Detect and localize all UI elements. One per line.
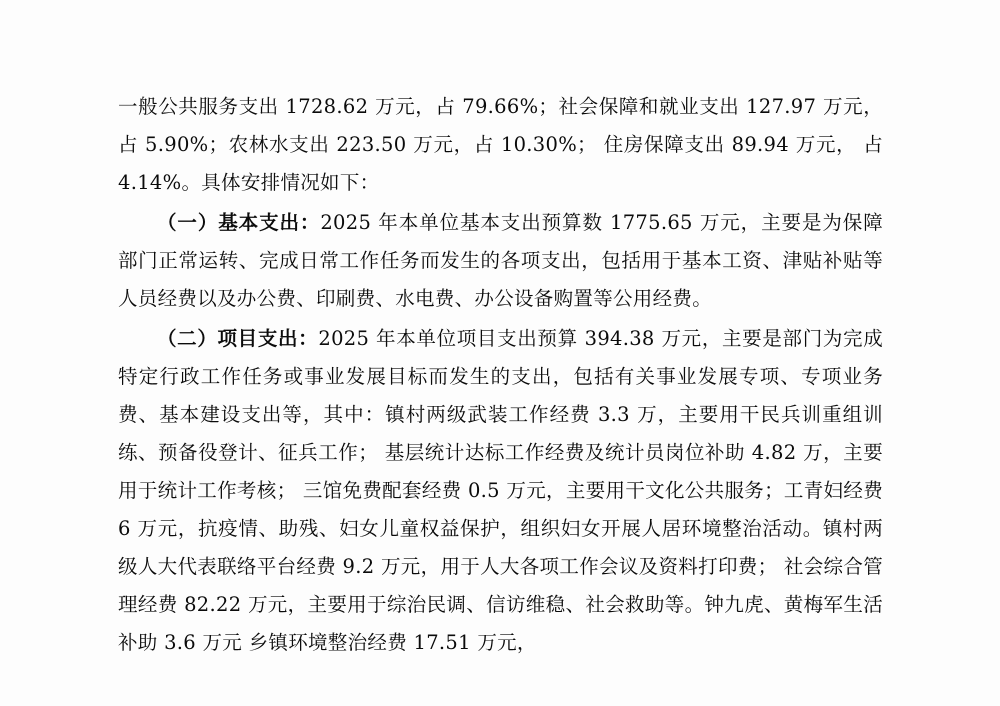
paragraph-text-project: 2025 年本单位项目支出预算 394.38 万元，主要是部门为完成特定行政工作任务或事业发展目标而发生的支出，包括有关事业发展专项、专项业务费、基本建设支出等，其中：镇村两级武装工作经费 3.3 万，主要用干民兵训重组训练、预备役登计、征兵工作； 基层统计达标工作经费及统计员岗位补助 4.82 万，主要用于统计工作考核； 三馆免费配套经费 0.5 万元，主要用干文化公共服务；工青妇经费 6 万元，抗疫情、助残、妇女儿童权益保护，组织妇女开展人居环境整治活动。镇村两级人大代表联络平台经费 9.2 万元，用于人大各项工作会议及资料打印费； 社会综合管理经费 82.22 万元，主要用于综治民调、信访维稳、社会救助等。钟九虎、黄梅军生活补助 3.6 万元 乡镇环境整治经费 17.51 万元，	[118, 327, 883, 654]
document-body	[118, 88, 883, 664]
paragraph-text-basic: 2025 年本单位基本支出预算数 1775.65 万元，主要是为保障部门正常运转、完成日常工作任务而发生的各项支出，包括用于基本工资、津贴补贴等人员经费以及办公费、印刷费、水电费、办公设备购置等公用经费。	[118, 211, 883, 310]
paragraph-heading-project: （二）项目支出：	[157, 327, 319, 350]
paragraph-summary	[118, 88, 883, 202]
paragraph-text: 一般公共服务支出 1728.62 万元，占 79.66%；社会保障和就业支出 127.97 万元，占 5.90%；农林水支出 223.50 万元，占 10.30%； 住房保障支出 89.94 万元， 占 4.14%。具体安排情况如下：	[118, 95, 883, 194]
paragraph-heading-basic: （一）基本支出：	[157, 211, 321, 234]
paragraph-basic-expenditure	[118, 204, 883, 318]
paragraph-project-expenditure	[118, 320, 883, 662]
